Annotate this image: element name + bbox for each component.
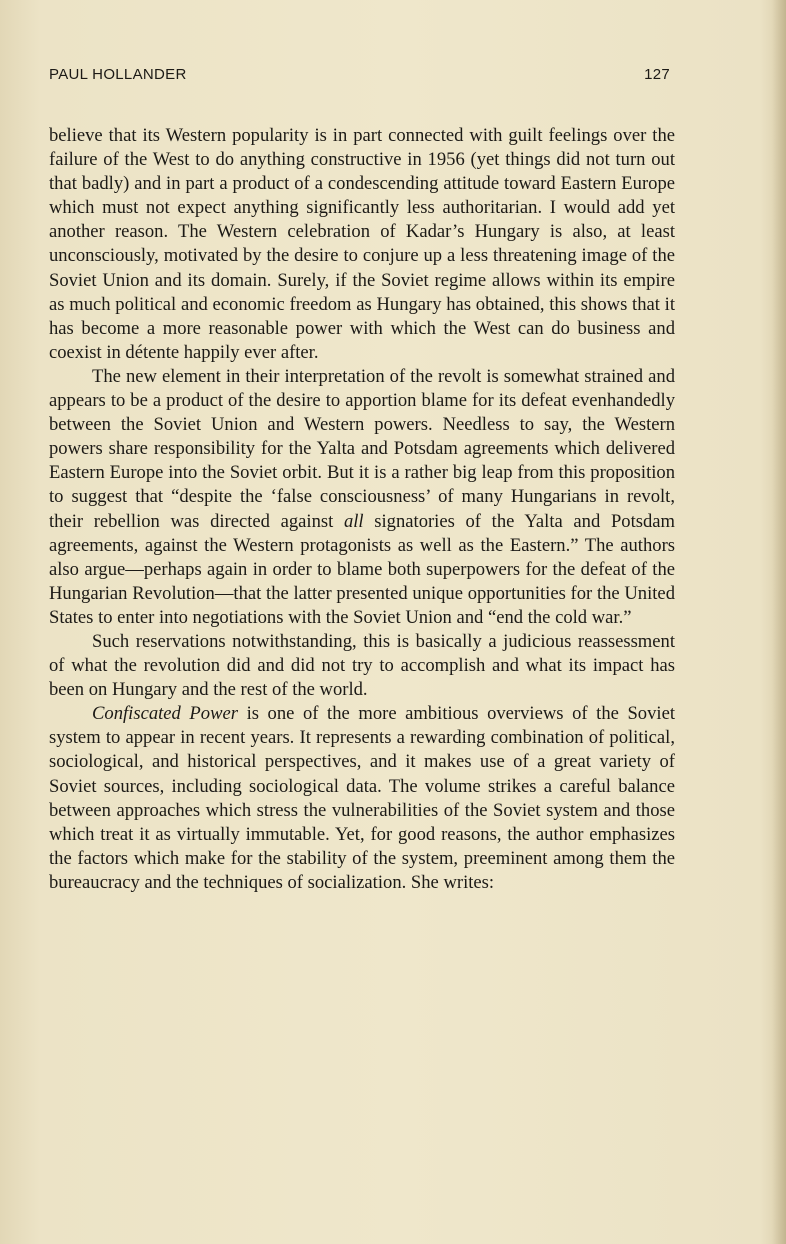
paragraph-4 bbox=[49, 702, 675, 895]
running-head-author: PAUL HOLLANDER bbox=[49, 66, 187, 83]
emphasis-all: all bbox=[343, 510, 364, 532]
paragraph-2-part-a: The new element in their interpretation of the revolt is somewhat strained and appears to be a product of the desire to apportion blame for its defeat evenhandedly between the Soviet Union and Western powers. Needless to say, the Western powers share responsibility for the Yalta and Potsdam agreements which delivered Eastern Europe into the Soviet orbit. But it is a rather big leap from this proposition to suggest that “despite the ‘false consciousness’ of many Hungarians in revolt, their rebellion was directed against bbox=[49, 365, 675, 532]
paragraph-3: Such reservations notwithstanding, this is basically a judicious reassessment of what the revolution did and did not try to accomplish and what its impact has been on Hungary and the rest of the world. bbox=[49, 630, 675, 701]
paragraph-2-part-b: signatories of the Yalta and Potsdam agreements, against the Western protagonists as well as the Eastern.” The authors also argue—perhaps again in order to blame both superpowers for the defeat of the Hungarian Revolution—that the latter presented unique opportunities for the United States to enter into negotiations with the Soviet Union and “end the cold war.” bbox=[49, 510, 675, 628]
paragraph-1: believe that its Western popularity is in part connected with guilt feelings over the failure of the West to do anything constructive in 1956 (yet things did not turn out that badly) and in part a product of a condescending attitude toward Eastern Europe which must not expect anything significantly less authoritarian. I would add yet another reason. The Western celebration of Kadar’s Hungary is also, at least unconsciously, motivated by the desire to conjure up a less threatening image of the Soviet Union and its domain. Surely, if the Soviet regime allows within its empire as much political and economic freedom as Hungary has obtained, this shows that it has become a more reasonable power with which the West can do business and coexist in détente happily ever after. bbox=[49, 125, 675, 363]
body-text bbox=[49, 124, 675, 895]
book-title-confiscated-power: Confiscated Power bbox=[92, 703, 238, 725]
paragraph-2 bbox=[49, 365, 675, 630]
page-number: 127 bbox=[644, 66, 670, 83]
page-edge-shadow bbox=[772, 0, 786, 1244]
paragraph-4-text: is one of the more ambitious overviews of the Soviet system to appear in recent years. It represents a rewarding combination of political, sociological, and historical perspectives, and it makes use of a great variety of Soviet sources, including sociological data. The volume strikes a careful balance between approaches which stress the vulnerabilities of the Soviet system and those which treat it as virtually immutable. Yet, for good reasons, the author emphasizes the factors which make for the stability of the system, preeminent among them the bureaucracy and the techniques of socialization. She writes: bbox=[49, 703, 675, 893]
running-head bbox=[49, 66, 670, 83]
